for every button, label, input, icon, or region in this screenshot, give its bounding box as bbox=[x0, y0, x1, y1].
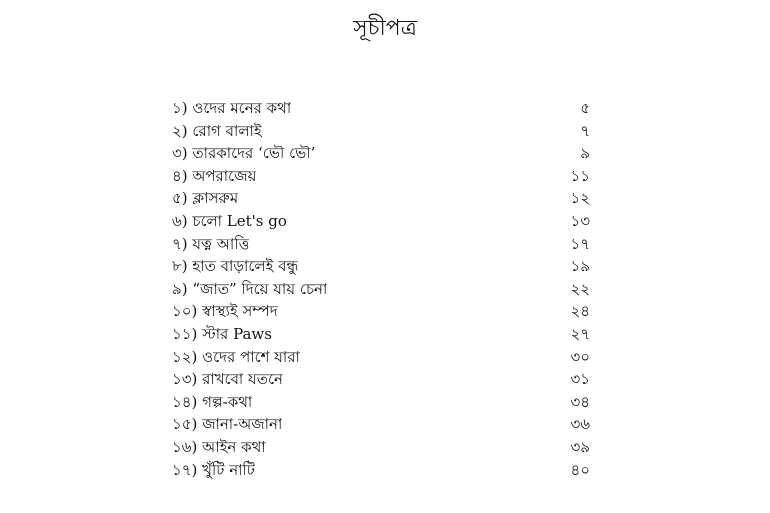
toc-entry bbox=[172, 233, 590, 256]
toc-entry-page-number: ৩৯ bbox=[570, 437, 590, 456]
toc-entry bbox=[172, 97, 590, 120]
toc-entry bbox=[172, 210, 590, 233]
toc-entry-title: ১) ওদের মনের কথা bbox=[172, 99, 292, 117]
toc-entry bbox=[172, 436, 590, 459]
toc-entry-title: ৯) “জাত” দিয়ে যায় চেনা bbox=[172, 279, 328, 298]
toc-entry-page-number: ২২ bbox=[570, 279, 590, 298]
toc-entry-title: ২) রোগ বালাই bbox=[172, 121, 262, 140]
toc-entry-page-number: ৪০ bbox=[570, 460, 590, 479]
toc-entry-page-number: ২৪ bbox=[570, 302, 590, 321]
toc-entry-title: ১১) স্টার Paws bbox=[172, 324, 272, 343]
toc-entry-title: ১৭) খুঁটি নাটি bbox=[172, 460, 255, 479]
toc-entry bbox=[172, 459, 590, 482]
toc-entry-page-number: ১২ bbox=[570, 189, 590, 208]
toc-entry bbox=[172, 278, 590, 301]
toc-entry bbox=[172, 346, 590, 369]
toc-entry-title: ৫) ক্লাসরুম bbox=[172, 189, 239, 208]
toc-entry bbox=[172, 391, 590, 414]
table-of-contents bbox=[172, 97, 590, 481]
toc-entry-title: ১৫) জানা-অজানা bbox=[172, 415, 283, 434]
toc-entry-title: ৬) চলো Let's go bbox=[172, 211, 287, 230]
toc-entry-title: ১২) ওদের পাশে যারা bbox=[172, 347, 300, 366]
toc-entry bbox=[172, 255, 590, 278]
toc-entry-page-number: ৩৪ bbox=[570, 392, 590, 411]
toc-entry-page-number: ৩১ bbox=[570, 370, 590, 389]
toc-entry bbox=[172, 165, 590, 188]
toc-entry bbox=[172, 413, 590, 436]
toc-entry-page-number: ৩০ bbox=[570, 347, 590, 366]
toc-entry-page-number: ৩৬ bbox=[570, 415, 590, 434]
toc-entry bbox=[172, 300, 590, 323]
toc-entry-page-number: ১৩ bbox=[570, 211, 590, 230]
toc-entry-page-number: ২৭ bbox=[570, 324, 590, 343]
toc-entry-title: ১৬) আইন কথা bbox=[172, 437, 266, 456]
toc-entry bbox=[172, 323, 590, 346]
toc-entry-title: ১৩) রাখবো যতনে bbox=[172, 370, 283, 389]
page-title: সূচীপত্র bbox=[353, 16, 417, 41]
toc-entry-title: ১০) স্বাস্থ্যই সম্পদ bbox=[172, 302, 278, 321]
toc-entry-title: ৭) যত্ন আত্তি bbox=[172, 234, 250, 253]
toc-entry bbox=[172, 368, 590, 391]
toc-entry-title: ৩) তারকাদের ‘ভৌ ভৌ’ bbox=[172, 144, 316, 163]
toc-entry-page-number: ১৯ bbox=[570, 257, 590, 276]
toc-entry-title: ৪) অপরাজেয় bbox=[172, 166, 257, 185]
toc-entry bbox=[172, 142, 590, 165]
toc-entry bbox=[172, 187, 590, 210]
toc-entry-page-number: ১৭ bbox=[570, 234, 590, 253]
toc-entry-page-number: ৭ bbox=[580, 121, 590, 140]
toc-entry-page-number: ১১ bbox=[570, 166, 590, 185]
toc-entry bbox=[172, 120, 590, 143]
toc-entry-title: ৮) হাত বাড়ালেই বন্ধু bbox=[172, 257, 299, 276]
toc-entry-page-number: ৫ bbox=[580, 99, 590, 117]
toc-entry-page-number: ৯ bbox=[580, 144, 590, 163]
toc-entry-title: ১৪) গল্প-কথা bbox=[172, 392, 253, 411]
